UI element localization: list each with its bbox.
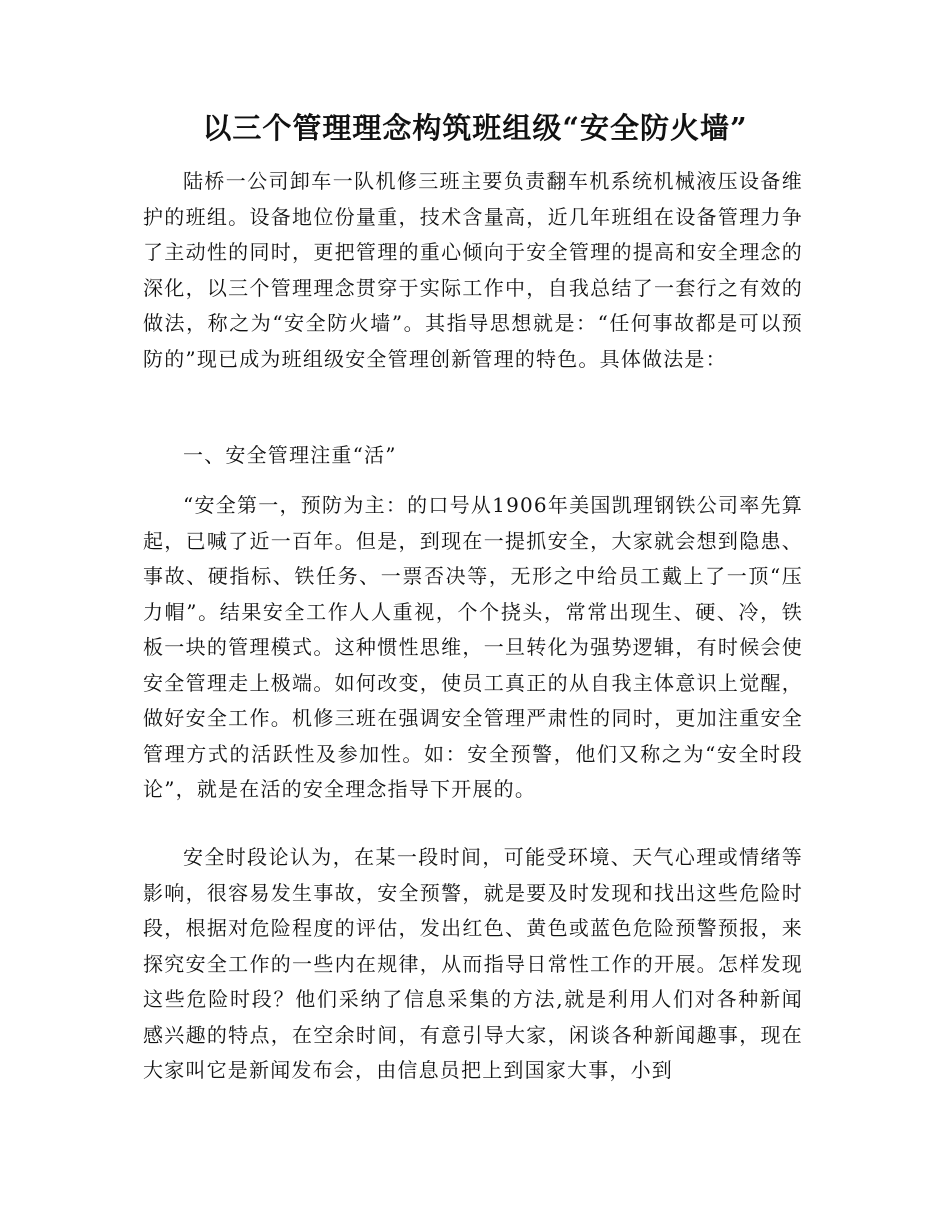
- body-paragraph-intro: [143, 164, 803, 377]
- paragraph-text: 陆桥一公司卸车一队机修三班主要负责翻车机系统机械液压设备维护的班组。设备地位份量重，技术含量高，近几年班组在设备管理力争了主动性的同时，更把管理的重心倾向于安全管理的提高和安全理念的深化，以三个管理理念贯穿于实际工作中，自我总结了一套行之有效的做法，称之为“安全防火墙”。其指导思想就是：“任何事故都是可以预防的”现已成为班组级安全管理创新管理的特色。具体做法是：: [143, 169, 803, 371]
- section-heading: [143, 438, 803, 474]
- body-paragraph-time-period-theory: [143, 840, 803, 1089]
- section-heading-text: 一、安全管理注重“活”: [183, 443, 397, 467]
- body-paragraph-safety-first: [143, 488, 803, 808]
- paragraph-text: “安全第一，预防为主：的口号从1906年美国凯理钢铁公司率先算起，已喊了近一百年。但是，到现在一提抓安全，大家就会想到隐患、事故、硬指标、铁任务、一票否决等，无形之中给员工戴上了一顶“压力帽”。结果安全工作人人重视，个个挠头，常常出现生、硬、冷，铁板一块的管理模式。这种惯性思维，一旦转化为强势逻辑，有时候会使安全管理走上极端。如何改变，使员工真正的从自我主体意识上觉醒，做好安全工作。机修三班在强调安全管理严肃性的同时，更加注重安全管理方式的活跃性及参加性。如：安全预警，他们又称之为“安全时段论”，就是在活的安全理念指导下开展的。: [143, 493, 803, 801]
- document-title: 以三个管理理念构筑班组级“安全防火墙”: [202, 111, 748, 145]
- paragraph-text: 安全时段论认为，在某一段时间，可能受环境、天气心理或情绪等影响，很容易发生事故，安全预警，就是要及时发现和找出这些危险时段，根据对危险程度的评估，发出红色、黄色或蓝色危险预警预报，来探究安全工作的一些内在规律，从而指导日常性工作的开展。怎样发现这些危险时段？他们采纳了信息采集的方法,就是利用人们对各种新闻感兴趣的特点，在空余时间，有意引导大家，闲谈各种新闻趣事，现在大家叫它是新闻发布会，由信息员把上到国家大事，小到: [143, 845, 803, 1082]
